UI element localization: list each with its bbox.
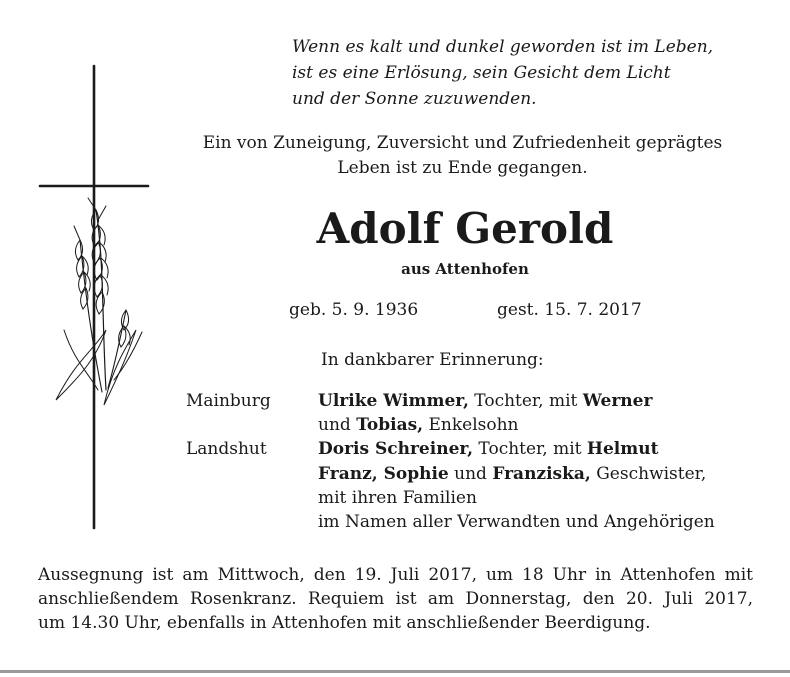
intro-line: Ein von Zuneigung, Zuversicht und Zufriedenheit geprägtes bbox=[202, 133, 723, 153]
mourner-line: und Tobias, Enkelsohn bbox=[318, 415, 519, 436]
mourner-line: Franz, Sophie und Franziska, Geschwister, bbox=[318, 463, 707, 484]
notice-line: um 14.30 Uhr, ebenfalls in Attenhofen mit anschließender Beerdigung. bbox=[38, 613, 651, 633]
cross-with-wheat-icon bbox=[36, 60, 166, 535]
death-date: gest. 15. 7. 2017 bbox=[497, 300, 642, 320]
motto-line: ist es eine Erlösung, sein Gesicht dem Licht bbox=[292, 63, 671, 83]
mourner-line: im Namen aller Verwandten und Angehörigen bbox=[318, 512, 715, 533]
motto-line: Wenn es kalt und dunkel geworden ist im Leben, bbox=[292, 37, 714, 57]
birth-date: geb. 5. 9. 1936 bbox=[289, 300, 419, 320]
notice-line: Aussegnung ist am Mittwoch, den 19. Juli 2017, um 18 Uhr in Attenhofen mit bbox=[38, 565, 753, 585]
location-landshut: Landshut bbox=[186, 439, 267, 459]
motto-verse bbox=[292, 34, 772, 112]
intro-text bbox=[150, 131, 775, 181]
bottom-divider bbox=[0, 670, 790, 673]
notice-line: anschließendem Rosenkranz. Requiem ist am Donnerstag, den 20. Juli 2017, bbox=[38, 589, 753, 609]
mourner-line: Doris Schreiner, Tochter, mit Helmut bbox=[318, 439, 659, 460]
deceased-origin: aus Attenhofen bbox=[401, 260, 529, 278]
memory-heading: In dankbarer Erinnerung: bbox=[321, 350, 544, 370]
intro-line: Leben ist zu Ende gegangen. bbox=[337, 158, 588, 178]
location-mainburg: Mainburg bbox=[186, 391, 271, 411]
mourner-line: Ulrike Wimmer, Tochter, mit Werner bbox=[318, 391, 653, 411]
mourner-line: mit ihren Familien bbox=[318, 487, 477, 508]
deceased-name: Adolf Gerold bbox=[316, 204, 614, 253]
funeral-notice bbox=[38, 563, 753, 635]
motto-line: und der Sonne zuzuwenden. bbox=[292, 89, 537, 109]
mourners-list bbox=[318, 389, 778, 534]
